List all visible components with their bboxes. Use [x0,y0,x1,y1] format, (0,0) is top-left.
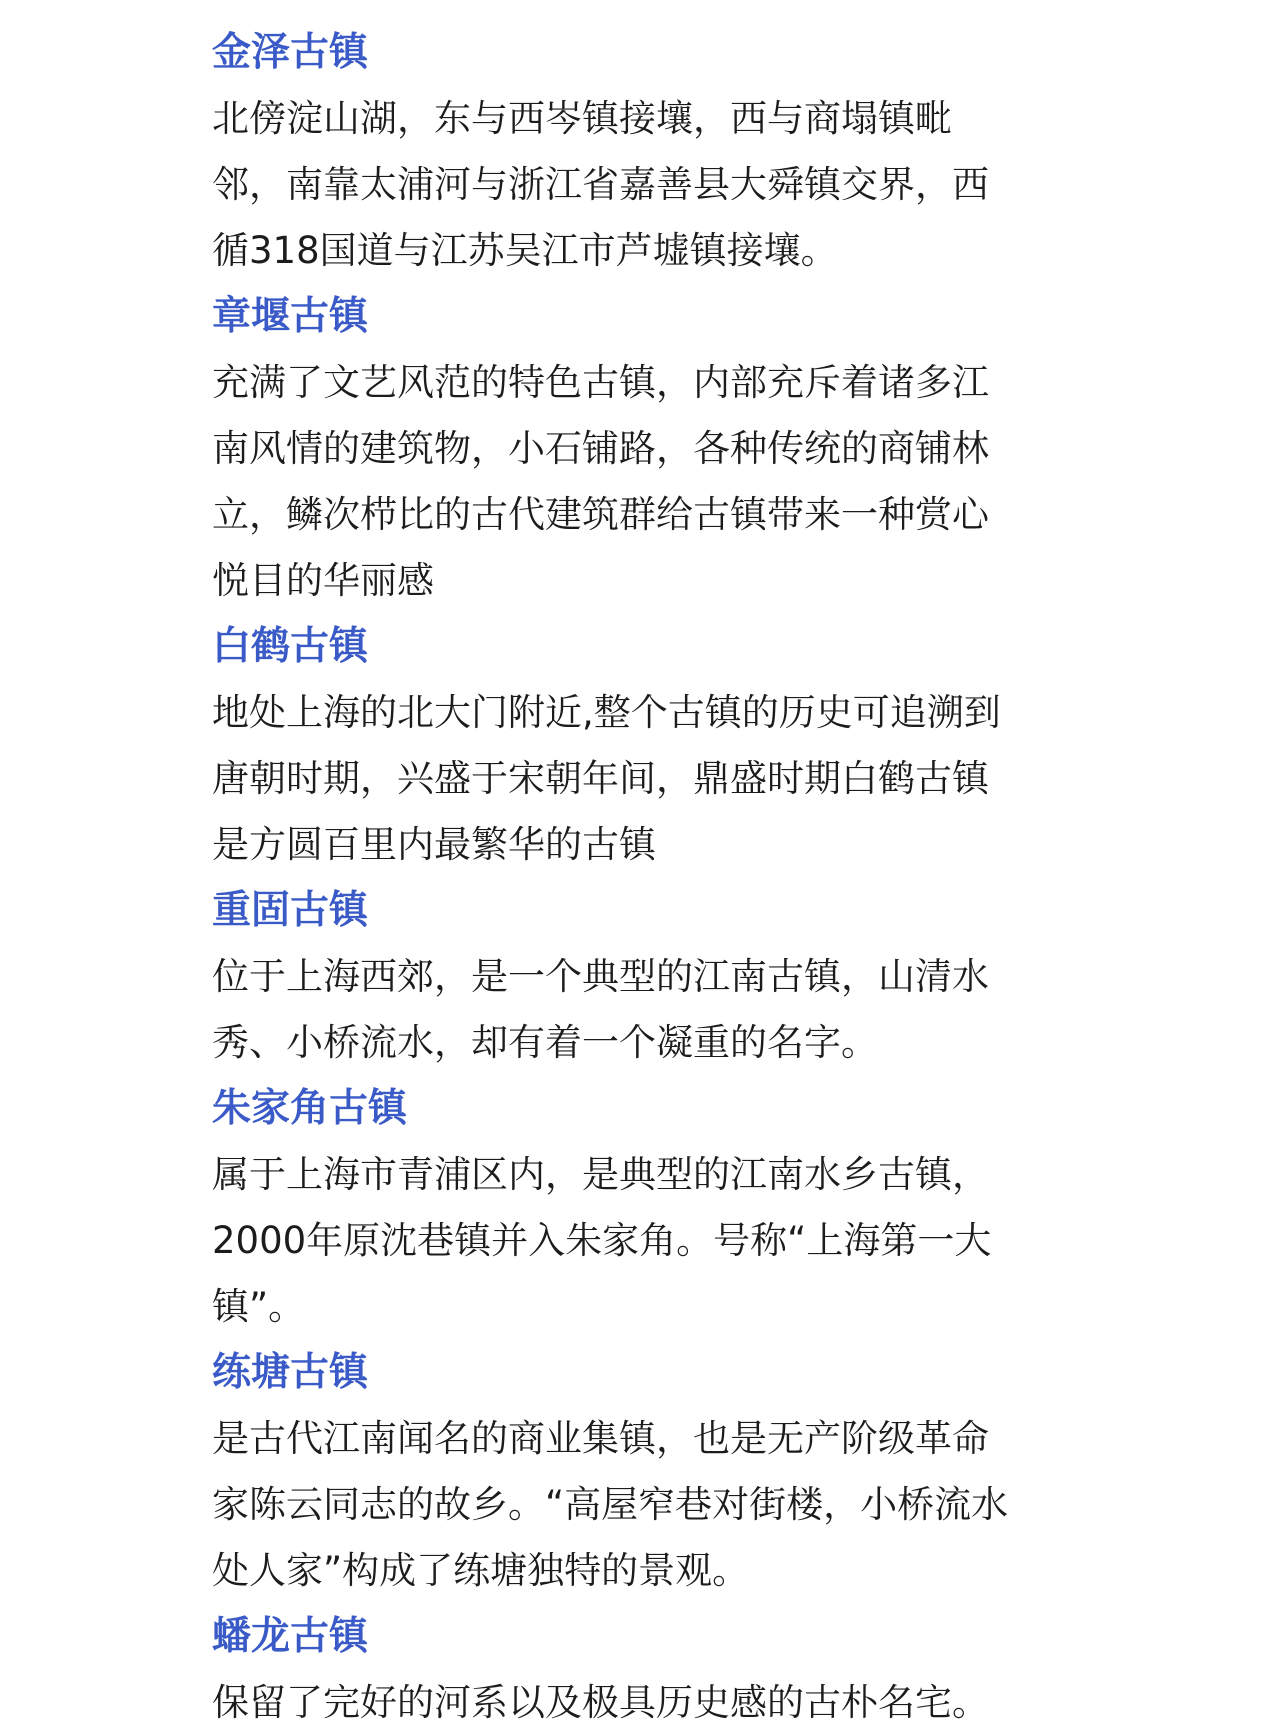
town-title: 练塘古镇 [212,1350,369,1395]
town-section-zhujiajiao [212,1076,1092,1340]
town-section-liantang [212,1340,1092,1604]
town-section-panlong [212,1604,1092,1736]
town-description: 保留了完好的河系以及极具历史感的古朴名宅。 [212,1681,989,1724]
town-title: 金泽古镇 [212,30,369,75]
town-title: 白鹤古镇 [212,624,369,669]
town-section-zhangyan [212,284,1092,614]
article-content [212,20,1092,1736]
town-title: 朱家角古镇 [212,1086,408,1131]
town-section-chonggu [212,878,1092,1076]
town-description: 充满了文艺风范的特色古镇，内部充斥着诸多江 南风情的建筑物，小石铺路，各种传统的商铺林 立，鳞次栉比的古代建筑群给古镇带来一种赏心 悦目的华丽感 [212,361,989,602]
town-description: 是古代江南闻名的商业集镇，也是无产阶级革命 家陈云同志的故乡。“高屋窄巷对街楼，小桥流水 处人家”构成了练塘独特的景观。 [212,1417,1009,1592]
town-description: 属于上海市青浦区内，是典型的江南水乡古镇， 2000年原沈巷镇并入朱家角。号称“上海第一大 镇”。 [212,1153,992,1328]
town-section-jinze [212,20,1092,284]
town-title: 蟠龙古镇 [212,1614,369,1659]
town-description: 北傍淀山湖，东与西岑镇接壤，西与商塌镇毗 邻，南靠太浦河与浙江省嘉善县大舜镇交界，西 循318国道与江苏吴江市芦墟镇接壤。 [212,97,989,272]
town-description: 地处上海的北大门附近,整个古镇的历史可追溯到 唐朝时期，兴盛于宋朝年间，鼎盛时期白鹤古镇 是方圆百里内最繁华的古镇 [212,691,1001,866]
town-description: 位于上海西郊，是一个典型的江南古镇，山清水 秀、小桥流水，却有着一个凝重的名字。 [212,955,989,1064]
town-section-baihe [212,614,1092,878]
town-title: 重固古镇 [212,888,369,933]
town-title: 章堰古镇 [212,294,369,339]
